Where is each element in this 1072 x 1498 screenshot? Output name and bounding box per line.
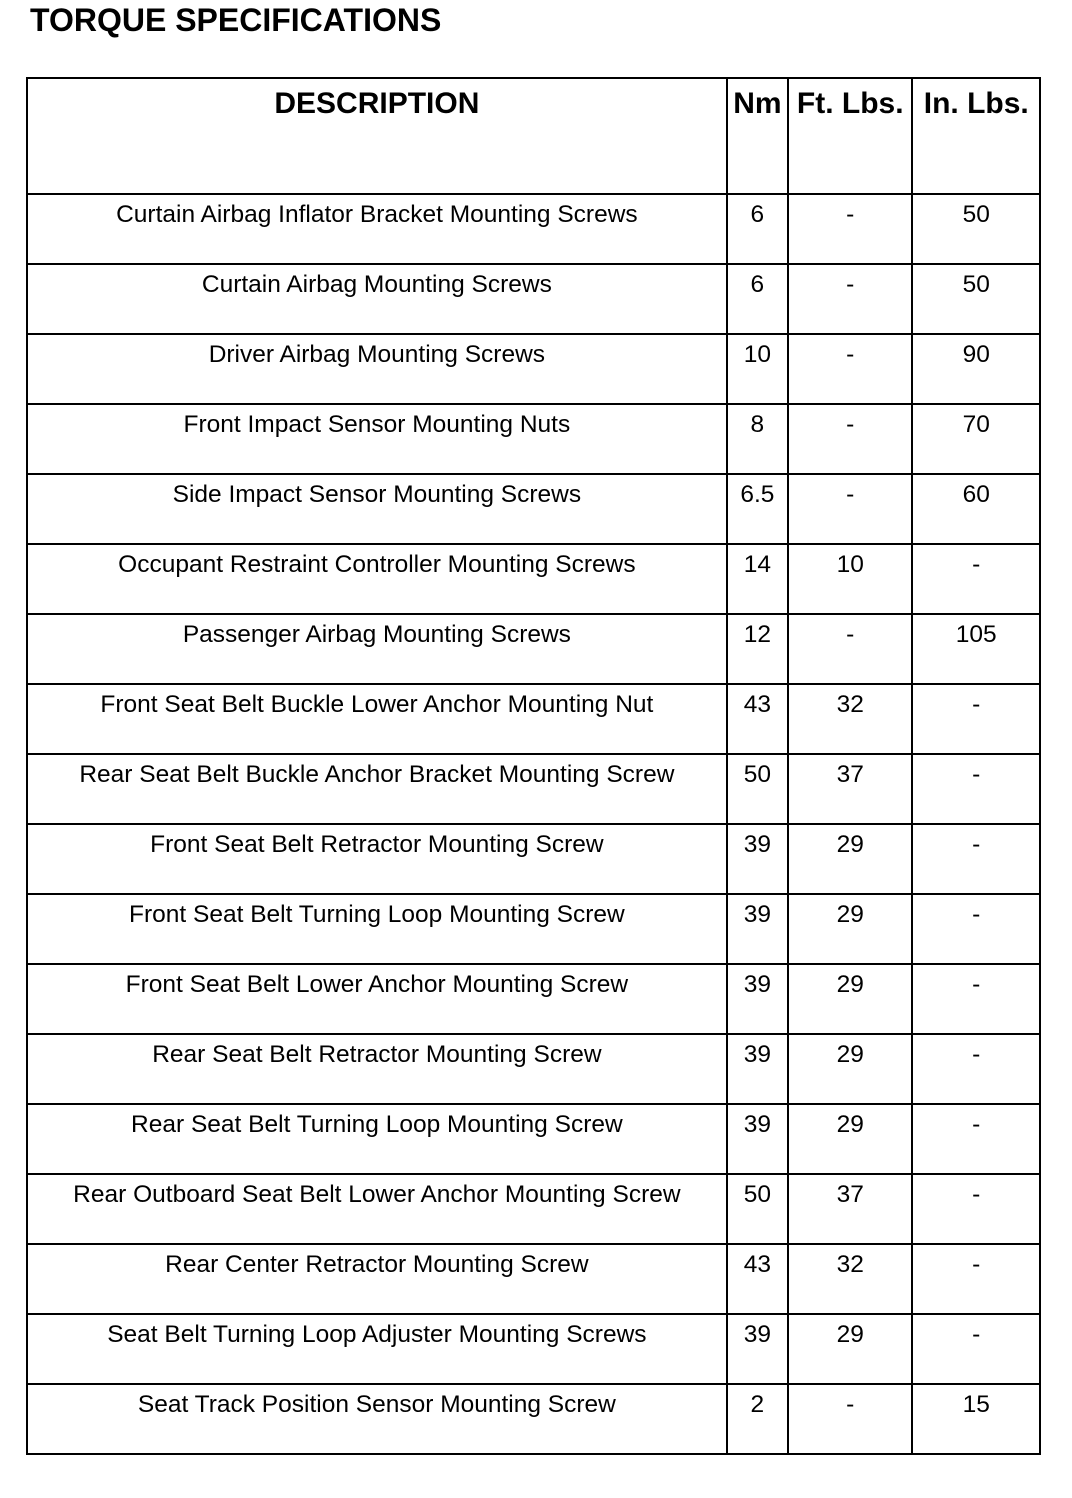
cell-nm: 2: [727, 1384, 788, 1454]
cell-nm: 43: [727, 1244, 788, 1314]
cell-description: Occupant Restraint Controller Mounting Screws: [27, 544, 727, 614]
cell-description: Passenger Airbag Mounting Screws: [27, 614, 727, 684]
cell-ft-lbs: -: [788, 334, 912, 404]
cell-nm: 10: [727, 334, 788, 404]
cell-nm: 39: [727, 894, 788, 964]
table-row: [27, 964, 1040, 1034]
table-row: [27, 264, 1040, 334]
cell-ft-lbs: -: [788, 194, 912, 264]
cell-in-lbs: -: [912, 964, 1040, 1034]
cell-in-lbs: 15: [912, 1384, 1040, 1454]
cell-in-lbs: -: [912, 824, 1040, 894]
cell-nm: 39: [727, 1104, 788, 1174]
cell-description: Seat Belt Turning Loop Adjuster Mounting Screws: [27, 1314, 727, 1384]
table-row: [27, 474, 1040, 544]
cell-ft-lbs: -: [788, 264, 912, 334]
cell-ft-lbs: 29: [788, 824, 912, 894]
cell-ft-lbs: -: [788, 614, 912, 684]
cell-in-lbs: -: [912, 1104, 1040, 1174]
cell-nm: 6: [727, 194, 788, 264]
cell-in-lbs: 90: [912, 334, 1040, 404]
table-body: [27, 194, 1040, 1454]
cell-description: Front Impact Sensor Mounting Nuts: [27, 404, 727, 474]
header-ft-lbs: Ft. Lbs.: [788, 78, 912, 194]
cell-nm: 50: [727, 1174, 788, 1244]
cell-nm: 6: [727, 264, 788, 334]
cell-in-lbs: 50: [912, 264, 1040, 334]
cell-ft-lbs: 10: [788, 544, 912, 614]
cell-nm: 8: [727, 404, 788, 474]
cell-ft-lbs: 29: [788, 1314, 912, 1384]
table-row: [27, 194, 1040, 264]
cell-nm: 43: [727, 684, 788, 754]
table-row: [27, 824, 1040, 894]
cell-nm: 39: [727, 1314, 788, 1384]
table-row: [27, 404, 1040, 474]
cell-ft-lbs: -: [788, 1384, 912, 1454]
cell-nm: 39: [727, 1034, 788, 1104]
header-description: DESCRIPTION: [27, 78, 727, 194]
cell-ft-lbs: 29: [788, 894, 912, 964]
cell-description: Curtain Airbag Inflator Bracket Mounting Screws: [27, 194, 727, 264]
cell-ft-lbs: -: [788, 474, 912, 544]
cell-nm: 12: [727, 614, 788, 684]
header-row: [27, 78, 1040, 194]
table-row: [27, 544, 1040, 614]
cell-nm: 39: [727, 824, 788, 894]
cell-description: Front Seat Belt Lower Anchor Mounting Screw: [27, 964, 727, 1034]
cell-ft-lbs: 29: [788, 964, 912, 1034]
table-row: [27, 1314, 1040, 1384]
cell-description: Driver Airbag Mounting Screws: [27, 334, 727, 404]
cell-description: Front Seat Belt Retractor Mounting Screw: [27, 824, 727, 894]
cell-in-lbs: -: [912, 1314, 1040, 1384]
cell-description: Rear Center Retractor Mounting Screw: [27, 1244, 727, 1314]
cell-nm: 39: [727, 964, 788, 1034]
table-row: [27, 894, 1040, 964]
cell-ft-lbs: -: [788, 404, 912, 474]
cell-in-lbs: -: [912, 684, 1040, 754]
cell-in-lbs: 50: [912, 194, 1040, 264]
table-row: [27, 334, 1040, 404]
table-row: [27, 1174, 1040, 1244]
cell-in-lbs: -: [912, 544, 1040, 614]
table-row: [27, 1384, 1040, 1454]
torque-spec-table: [26, 77, 1041, 1455]
page-title: TORQUE SPECIFICATIONS: [30, 2, 442, 38]
cell-ft-lbs: 37: [788, 754, 912, 824]
cell-ft-lbs: 29: [788, 1104, 912, 1174]
header-in-lbs: In. Lbs.: [912, 78, 1040, 194]
cell-nm: 14: [727, 544, 788, 614]
header-nm: Nm: [727, 78, 788, 194]
cell-description: Side Impact Sensor Mounting Screws: [27, 474, 727, 544]
table-row: [27, 684, 1040, 754]
cell-description: Curtain Airbag Mounting Screws: [27, 264, 727, 334]
cell-in-lbs: -: [912, 754, 1040, 824]
cell-description: Rear Seat Belt Buckle Anchor Bracket Mounting Screw: [27, 754, 727, 824]
table-row: [27, 754, 1040, 824]
cell-in-lbs: -: [912, 894, 1040, 964]
cell-in-lbs: -: [912, 1244, 1040, 1314]
table-row: [27, 1034, 1040, 1104]
cell-description: Rear Seat Belt Retractor Mounting Screw: [27, 1034, 727, 1104]
cell-description: Rear Outboard Seat Belt Lower Anchor Mounting Screw: [27, 1174, 727, 1244]
cell-in-lbs: 70: [912, 404, 1040, 474]
cell-nm: 50: [727, 754, 788, 824]
cell-in-lbs: -: [912, 1034, 1040, 1104]
cell-ft-lbs: 32: [788, 1244, 912, 1314]
cell-ft-lbs: 32: [788, 684, 912, 754]
cell-nm: 6.5: [727, 474, 788, 544]
cell-in-lbs: 105: [912, 614, 1040, 684]
cell-description: Front Seat Belt Buckle Lower Anchor Mounting Nut: [27, 684, 727, 754]
cell-description: Rear Seat Belt Turning Loop Mounting Screw: [27, 1104, 727, 1174]
cell-in-lbs: -: [912, 1174, 1040, 1244]
table-row: [27, 614, 1040, 684]
cell-description: Front Seat Belt Turning Loop Mounting Screw: [27, 894, 727, 964]
table-row: [27, 1244, 1040, 1314]
table-row: [27, 1104, 1040, 1174]
cell-ft-lbs: 37: [788, 1174, 912, 1244]
cell-description: Seat Track Position Sensor Mounting Screw: [27, 1384, 727, 1454]
cell-ft-lbs: 29: [788, 1034, 912, 1104]
cell-in-lbs: 60: [912, 474, 1040, 544]
